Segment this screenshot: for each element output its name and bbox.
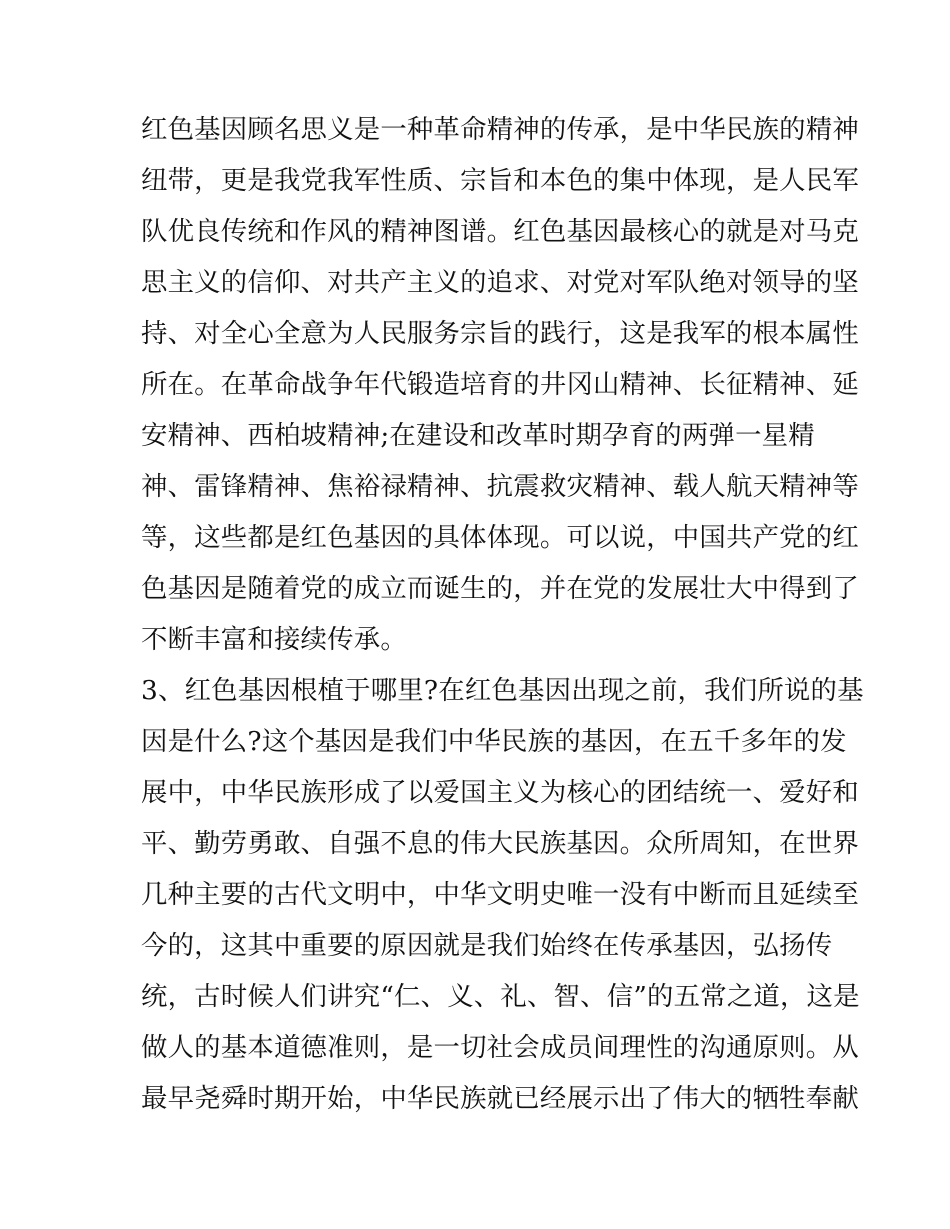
text-line: 所在。在革命战争年代锻造培育的井冈山精神、长征精神、延 xyxy=(141,369,859,400)
text-line: 红色基因顾名思义是一种革命精神的传承，是中华民族的精神 xyxy=(141,114,859,145)
text-line: 展中，中华民族形成了以爱国主义为核心的团结统一、爱好和 xyxy=(141,777,859,808)
text-line: 等，这些都是红色基因的具体体现。可以说，中国共产党的红 xyxy=(141,522,859,553)
text-line: 今的，这其中重要的原因就是我们始终在传承基因，弘扬传 xyxy=(141,930,833,961)
text-line: 最早尧舜时期开始，中华民族就已经展示出了伟大的牺牲奉献 xyxy=(141,1083,859,1114)
text-line: 因是什么?这个基因是我们中华民族的基因，在五千多年的发 xyxy=(141,726,847,757)
text-line: 统，古时候人们讲究“仁、义、礼、智、信”的五常之道，这是 xyxy=(141,981,860,1012)
text-line: 安精神、西柏坡精神;在建设和改革时期孕育的两弹一星精 xyxy=(141,420,815,451)
text-line: 持、对全心全意为人民服务宗旨的践行，这是我军的根本属性 xyxy=(141,318,859,349)
text-line: 平、勤劳勇敢、自强不息的伟大民族基因。众所周知，在世界 xyxy=(141,828,859,859)
text-line: 几种主要的古代文明中，中华文明史唯一没有中断而且延续至 xyxy=(141,879,859,910)
text-line: 纽带，更是我党我军性质、宗旨和本色的集中体现，是人民军 xyxy=(141,165,859,196)
text-line: 不断丰富和接续传承。 xyxy=(141,624,407,655)
text-line: 色基因是随着党的成立而诞生的，并在党的发展壮大中得到了 xyxy=(141,573,859,604)
text-line: 神、雷锋精神、焦裕禄精神、抗震救灾精神、载人航天精神等 xyxy=(141,471,859,502)
text-line: 队优良传统和作风的精神图谱。红色基因最核心的就是对马克 xyxy=(141,216,859,247)
text-line: 思主义的信仰、对共产主义的追求、对党对军队绝对领导的坚 xyxy=(141,267,859,298)
text-line: 做人的基本道德准则，是一切社会成员间理性的沟通原则。从 xyxy=(141,1032,859,1063)
section-heading-line: 3、红色基因根植于哪里?在红色基因出现之前，我们所说的基 xyxy=(141,675,864,706)
